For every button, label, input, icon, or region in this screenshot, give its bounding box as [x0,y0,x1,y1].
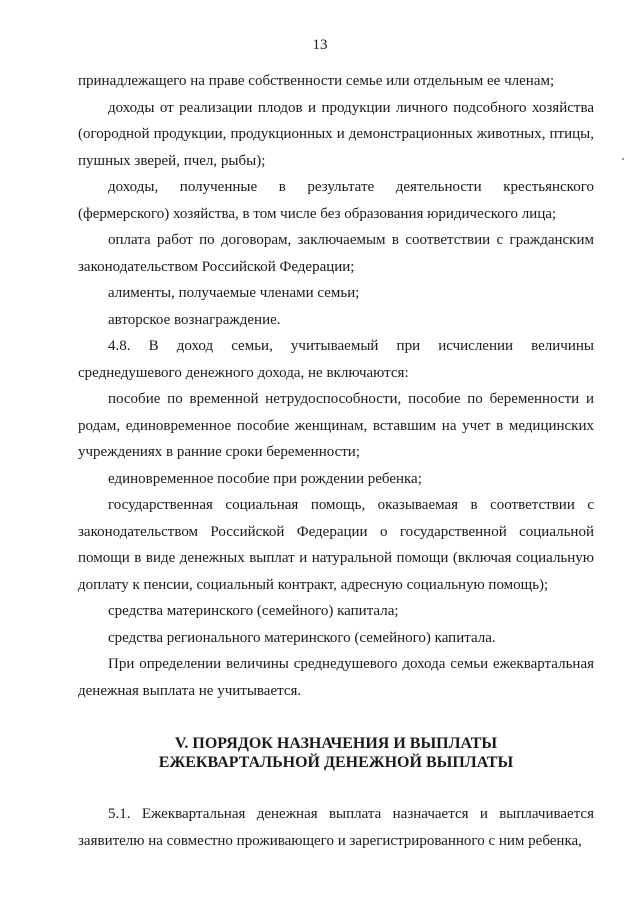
paragraph: государственная социальная помощь, оказываемая в соответствии с законодательством Российской Федерации о государственной социальной помощи в виде денежных выплат и натуральной помощи (включая социальную доплату к пенсии, социальный контракт, адресную социальную помощь); [78,497,594,593]
document-body [78,68,594,854]
paragraph: единовременное пособие при рождении ребенка; [108,470,422,487]
scan-speck [622,158,624,160]
page-number: 13 [312,37,328,53]
section-heading [78,734,594,772]
paragraph: средства материнского (семейного) капитала; [108,603,399,619]
paragraph: 4.8. В доход семьи, учитываемый при исчислении величины среднедушевого денежного дохода, не включаются: [78,338,594,381]
paragraph: авторское вознаграждение. [108,311,281,328]
paragraph: доходы, полученные в результате деятельности крестьянского (фермерского) хозяйства, в том числе без образования юридического лица; [78,179,594,222]
paragraph: При определении величины среднедушевого дохода семьи ежеквартальная денежная выплата не учитывается. [78,656,594,699]
paragraph: алименты, получаемые членами семьи; [108,285,360,301]
paragraph: 5.1. Ежеквартальная денежная выплата назначается и выплачивается заявителю на совместно проживающего и зарегистрированного с ним ребенка, [78,806,594,849]
section-heading-line: V. ПОРЯДОК НАЗНАЧЕНИЯ И ВЫПЛАТЫ [174,735,498,752]
section-heading-line: ЕЖЕКВАРТАЛЬНОЙ ДЕНЕЖНОЙ ВЫПЛАТЫ [158,754,514,771]
paragraph: оплата работ по договорам, заключаемым в соответствии с гражданским законодательством Российской Федерации; [78,232,594,275]
paragraph: доходы от реализации плодов и продукции личного подсобного хозяйства (огородной продукции, продукционных и демонстрационных животных, птицы, пушных зверей, пчел, рыбы); [78,99,594,169]
paragraph: пособие по временной нетрудоспособности, пособие по беременности и родам, единовременное пособие женщинам, вставшим на учет в медицинских учреждениях в ранние сроки беременности; [78,391,594,460]
paragraph: средства регионального материнского (семейного) капитала. [108,629,496,646]
paragraph: принадлежащего на праве собственности семье или отдельным ее членам; [78,73,555,89]
